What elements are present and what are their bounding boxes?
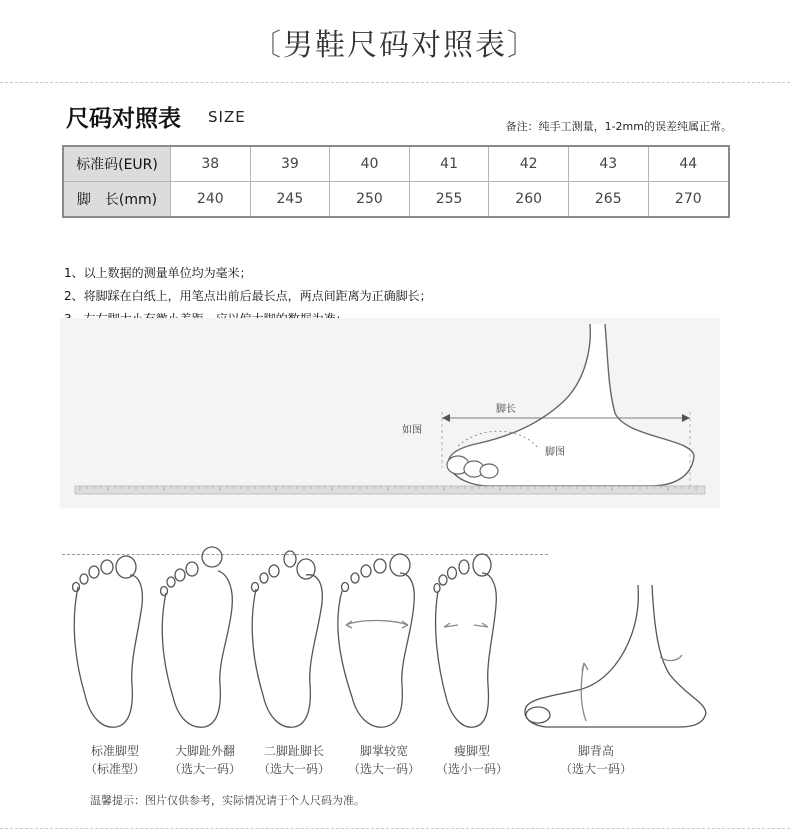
- table-cell: 43: [568, 146, 648, 182]
- foot-type-name: 标准脚型: [90, 744, 139, 758]
- foot-type-advice: （选大一码）: [257, 762, 330, 776]
- rule-item: 1、以上数据的测量单位均为毫米；: [64, 266, 252, 280]
- row-header: 标准码(EUR): [63, 146, 171, 182]
- table-row: [63, 146, 729, 182]
- foot-type-name: 脚掌较宽: [359, 744, 408, 758]
- footer-divider: [0, 828, 790, 829]
- section-title: 尺码对照表: [66, 106, 181, 132]
- table-cell: 39: [250, 146, 330, 182]
- foot-type-advice: （标准型）: [84, 762, 145, 776]
- slim-foot-icon: [434, 554, 496, 727]
- table-cell: 44: [648, 146, 729, 182]
- foot-type-name: 大脚趾外翻: [174, 744, 235, 758]
- foot-type-standard: [70, 742, 160, 778]
- measurement-note: 备注：纯手工测量，1-2mm的误差纯属正常。: [505, 120, 732, 133]
- foot-type-advice: （选大一码）: [347, 762, 420, 776]
- table-cell: 42: [489, 146, 569, 182]
- table-cell: 260: [489, 182, 569, 218]
- foot-type-bunion: [160, 742, 250, 778]
- high-instep-foot-icon: [525, 585, 706, 727]
- table-cell: 270: [648, 182, 729, 218]
- title-bracket-left: 〔: [251, 28, 283, 63]
- foot-type-second-toe: [249, 742, 339, 778]
- section-subtitle: SIZE: [208, 108, 246, 126]
- header-divider: [0, 82, 790, 83]
- table-cell: 38: [171, 146, 251, 182]
- foot-type-wide: [339, 742, 429, 778]
- foot-type-advice: （选大一码）: [168, 762, 241, 776]
- table-cell: 250: [330, 182, 410, 218]
- table-cell: 40: [330, 146, 410, 182]
- table-cell: 255: [409, 182, 489, 218]
- as-shown-label: 如图: [402, 425, 422, 436]
- foot-type-high-instep: [551, 742, 641, 778]
- foot-type-drawings: [60, 545, 740, 740]
- second-toe-foot-icon: [252, 551, 323, 727]
- foot-type-name: 二脚趾脚长: [263, 744, 324, 758]
- foot-type-name: 瘦脚型: [453, 744, 490, 758]
- foot-type-name: 脚背高: [577, 744, 614, 758]
- title-text: 男鞋尺码对照表: [283, 28, 507, 63]
- wide-foot-icon: [338, 554, 414, 727]
- table-cell: 41: [409, 146, 489, 182]
- foot-measure-diagram: [60, 318, 720, 508]
- table-cell: 240: [171, 182, 251, 218]
- row-header: 脚 长(mm): [63, 182, 171, 218]
- table-row: [63, 182, 729, 218]
- standard-foot-icon: [73, 556, 143, 727]
- page-title: [0, 20, 790, 64]
- foot-type-slim: [427, 742, 517, 778]
- length-label: 脚长: [496, 404, 516, 415]
- size-table: [62, 145, 730, 218]
- rule-item: 2、将脚踩在白纸上，用笔点出前后最长点，两点间距离为正确脚长；: [64, 289, 432, 303]
- foot-type-advice: （选小一码）: [435, 762, 508, 776]
- foot-label: 脚图: [545, 447, 565, 458]
- title-bracket-right: 〕: [507, 28, 539, 63]
- ruler: [75, 486, 705, 494]
- foot-type-advice: （选大一码）: [559, 762, 632, 776]
- table-cell: 245: [250, 182, 330, 218]
- bunion-foot-icon: [161, 547, 233, 727]
- reference-tip: 温馨提示：图片仅供参考，实际情况请于个人尺码为准。: [90, 794, 365, 807]
- table-cell: 265: [568, 182, 648, 218]
